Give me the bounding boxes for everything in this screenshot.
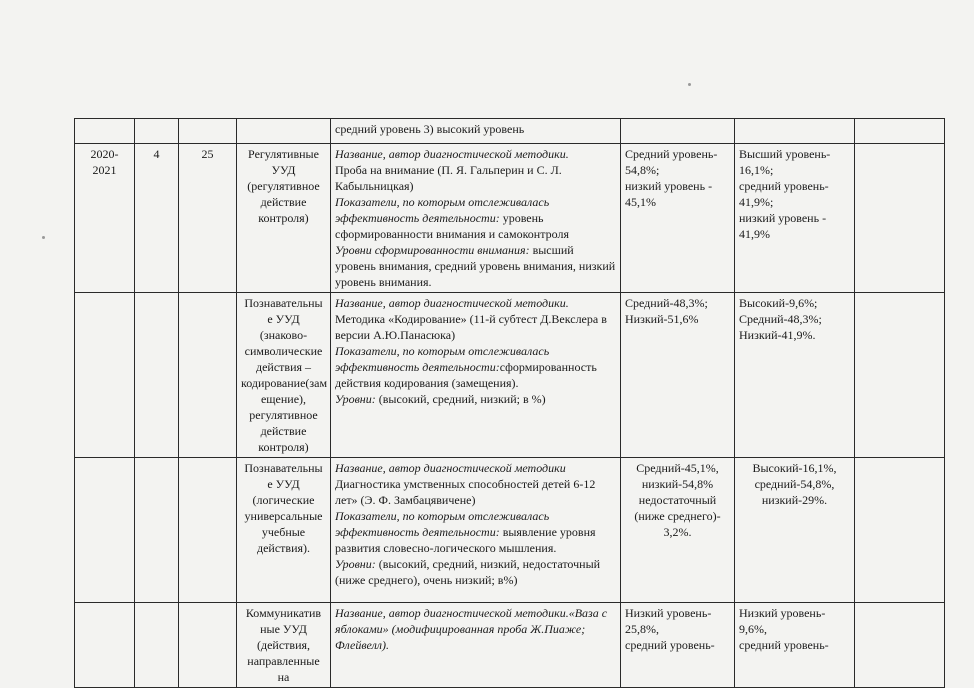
cell-line: ещение), (260, 392, 307, 406)
table-row (75, 293, 945, 458)
cell-line: Высокий-9,6%; (739, 296, 818, 310)
uud-cell (237, 458, 331, 603)
method-text: высший уровень внимания, средний уровень внимания, низкий уровень внимания. (335, 243, 616, 289)
method-label: Показатели, по которым отслеживалась эффективность деятельности: (335, 195, 550, 225)
method-cell (331, 119, 621, 144)
result-end-cell (735, 144, 855, 293)
method-text: (высокий, средний, низкий, недостаточный (ниже среднего), очень низкий; в%) (335, 557, 601, 587)
scan-speck (42, 236, 45, 239)
cell-line: действия). (256, 541, 311, 555)
uud-cell (237, 603, 331, 688)
method-text: (высокий, средний, низкий; в %) (375, 392, 546, 406)
cell-line: Низкий-41,9%. (739, 328, 816, 342)
count-cell (179, 144, 237, 293)
method-label: Уровни: (335, 392, 376, 406)
table-row (75, 144, 945, 293)
result-end-cell (735, 293, 855, 458)
cell-line: контроля) (258, 440, 309, 454)
cell-line: низкий-29%. (761, 493, 828, 507)
cell-line: Высокий-16,1%, (752, 461, 837, 475)
cell-line: Средний-48,3%; (739, 312, 822, 326)
cell-line: средний уровень- (739, 179, 829, 193)
cell-line: Регулятивные (248, 147, 319, 161)
cell-line: 45,1% (625, 195, 656, 209)
cell-line: Низкий уровень- (739, 606, 826, 620)
cell-line: (ниже среднего)- (634, 509, 721, 523)
method-text: средний уровень 3) высокий уровень (335, 122, 525, 136)
result-end-cell (735, 603, 855, 688)
result-start-cell (621, 458, 735, 603)
table-row (75, 119, 945, 144)
cell-line: универсальные (244, 509, 323, 523)
result-start-cell (621, 603, 735, 688)
scan-speck (688, 83, 691, 86)
method-label: Название, автор диагностической методики.«Ваза с яблоками» (модифицированная проба Ж.Пиаже; Флейвелл). (335, 606, 608, 652)
cell-line: средний-54,8%, (754, 477, 835, 491)
uud-cell (237, 144, 331, 293)
cell-line: Низкий уровень- (625, 606, 712, 620)
cell-line: низкий уровень - (739, 211, 827, 225)
cell-line: Средний уровень- (625, 147, 718, 161)
results-table (74, 118, 945, 688)
cell-line: низкий уровень - (625, 179, 713, 193)
method-text: уровень сформированности внимания и самоконтроля (335, 211, 569, 241)
cell-line: Средний-48,3%; (625, 296, 708, 310)
cell-line: регулятивное (249, 408, 318, 422)
method-label: Показатели, по которым отслеживалась эффективность деятельности: (335, 344, 550, 374)
method-label: Уровни сформированности внимания: (335, 243, 530, 257)
cell-line: 25,8%, (625, 622, 659, 636)
cell-line: 16,1%; (739, 163, 774, 177)
method-text: Диагностика умственных способностей детей 6-12 лет» (Э. Ф. Замбацявичене) (335, 477, 596, 507)
cell-line: (регулятивное (247, 179, 320, 193)
method-text: сформированность действия кодирования (замещения). (335, 360, 597, 390)
method-label: Название, автор диагностической методики (335, 461, 566, 475)
cell-line: (логические (252, 493, 315, 507)
cell-line: ные УУД (260, 622, 307, 636)
cell-line: 9,6%, (739, 622, 767, 636)
method-cell (331, 144, 621, 293)
cell-line: символические (244, 344, 323, 358)
cell-line: Средний-45,1%, (636, 461, 719, 475)
cell-line: е УУД (267, 477, 300, 491)
cell-line: учебные (261, 525, 306, 539)
cell-line: 54,8%; (625, 163, 660, 177)
result-start-cell (621, 144, 735, 293)
grade-cell (135, 144, 179, 293)
method-cell (331, 603, 621, 688)
cell-line: контроля) (258, 211, 309, 225)
method-label: Уровни: (335, 557, 376, 571)
cell-line: действие (260, 195, 307, 209)
result-start-cell (621, 293, 735, 458)
method-text: Методика «Кодирование» (11-й субтест Д.Векслера в версии А.Ю.Панасюка) (335, 312, 607, 342)
cell-line: е УУД (267, 312, 300, 326)
method-cell (331, 458, 621, 603)
cell-line: средний уровень- (625, 638, 715, 652)
cell-line: (знаково- (259, 328, 308, 342)
year-cell (75, 144, 135, 293)
cell-line: 41,9% (739, 227, 770, 241)
method-text: Проба на внимание (П. Я. Гальперин и С. Л. Кабыльницкая) (335, 163, 562, 193)
result-end-cell (735, 458, 855, 603)
method-cell (331, 293, 621, 458)
method-label: Название, автор диагностической методики. (335, 296, 569, 310)
cell-line: УУД (271, 163, 296, 177)
cell-line: кодирование(зам (241, 376, 328, 390)
cell-line: недостаточный (638, 493, 717, 507)
method-label: Название, автор диагностической методики. (335, 147, 569, 161)
table-row (75, 458, 945, 603)
method-label: Показатели, по которым отслеживалась эффективность деятельности: (335, 509, 550, 539)
count-text: 25 (201, 147, 214, 161)
grade-text: 4 (153, 147, 160, 161)
cell-line: (действия, (256, 638, 311, 652)
cell-line: направленные на (247, 654, 320, 684)
method-text: выявление уровня развития словесно-логического мышления. (335, 525, 596, 555)
year-text: 2020-2021 (90, 147, 119, 177)
cell-line: действия – (255, 360, 312, 374)
cell-line: средний уровень- (739, 638, 829, 652)
cell-line: низкий-54,8% (641, 477, 714, 491)
table-row (75, 603, 945, 688)
cell-line: Познавательны (244, 461, 323, 475)
cell-line: Низкий-51,6% (625, 312, 699, 326)
cell-line: 3,2%. (663, 525, 692, 539)
cell-line: 41,9%; (739, 195, 774, 209)
cell-line: Высший уровень- (739, 147, 831, 161)
uud-cell (237, 293, 331, 458)
cell-line: Коммуникатив (245, 606, 322, 620)
cell-line: действие (260, 424, 307, 438)
cell-line: Познавательны (244, 296, 323, 310)
